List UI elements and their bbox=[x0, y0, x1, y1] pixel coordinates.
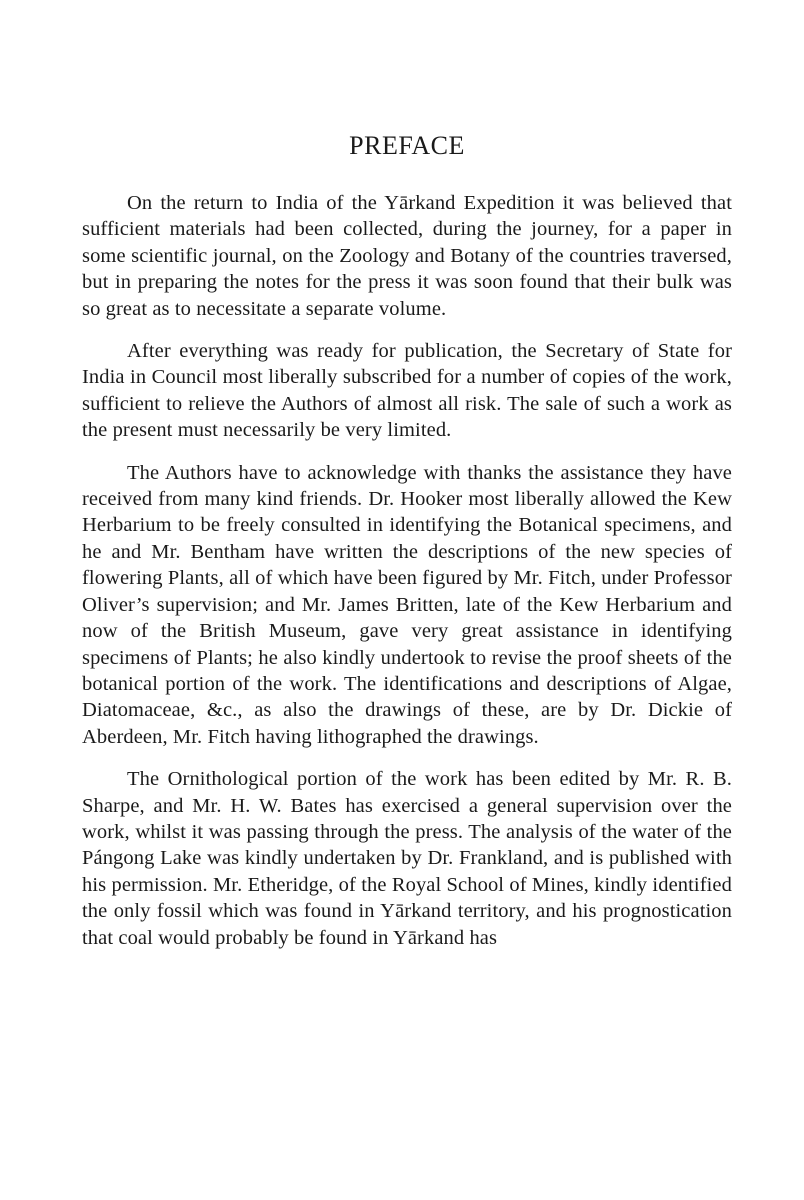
page-title: PREFACE bbox=[349, 131, 465, 160]
paragraph-3: The Authors have to acknowledge with thanks the assistance they have received from many kind friends. Dr. Hooker most liberally allowed the Kew Herbarium to be freely consulted in identifying the Botanical specimens, and he and Mr. Bentham have written the descriptions of the new species of flowering Plants, all of which have been figured by Mr. Fitch, under Professor Oliver’s supervision; and Mr. James Britten, late of the Kew Herbarium and now of the British Museum, gave very great assistance in identifying specimens of Plants; he also kindly undertook to revise the proof sheets of the botanical portion of the work. The identifications and descriptions of Algae, Diatomaceae, &c., as also the drawings of these, are by Dr. Dickie of Aberdeen, Mr. Fitch having lithographed the drawings. bbox=[82, 461, 732, 748]
paragraph-1: On the return to India of the Yārkand Expedition it was believed that sufficient materials had been collected, during the journey, for a paper in some scientific journal, on the Zoology and Botany of the countries traversed, but in preparing the notes for the press it was soon found that their bulk was so great as to necessitate a separate volume. bbox=[82, 192, 732, 320]
paragraph-2: After everything was ready for publication, the Secretary of State for India in Council most liberally subscribed for a number of copies of the work, sufficient to relieve the Authors of almost all risk. The sale of such a work as the present must necessarily be very limited. bbox=[82, 340, 732, 442]
document-page bbox=[82, 0, 732, 951]
paragraph-4: The Ornithological portion of the work has been edited by Mr. R. B. Sharpe, and Mr. H. W. Bates has exercised a general supervision over the work, whilst it was passing through the press. The analysis of the water of the Pángong Lake was kindly undertaken by Dr. Frankland, and is published with his permission. Mr. Etheridge, of the Royal School of Mines, kindly identified the only fossil which was found in Yārkand territory, and his prognostication that coal would probably be found in Yārkand has bbox=[82, 768, 732, 949]
